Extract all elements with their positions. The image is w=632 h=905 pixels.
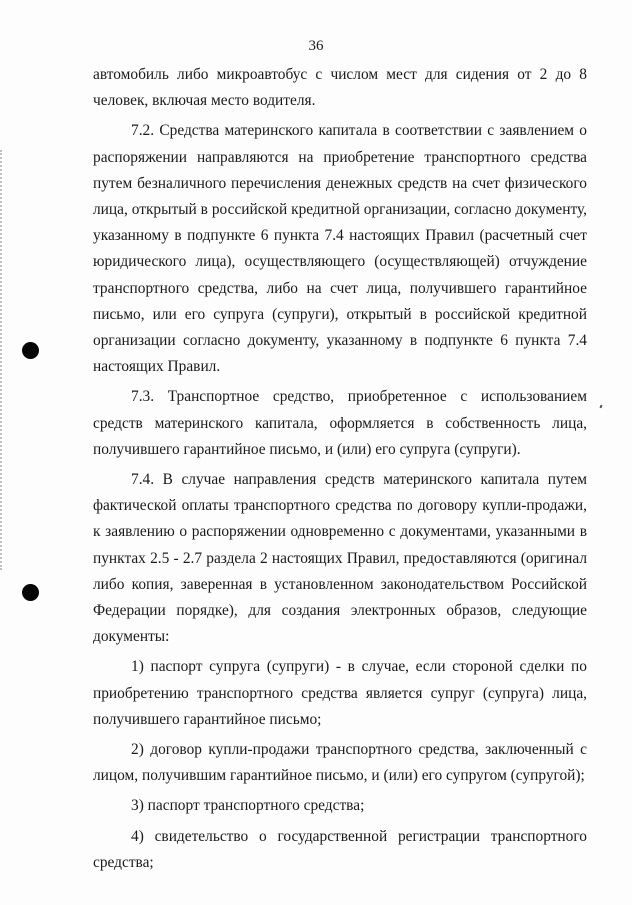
punch-hole-bottom bbox=[22, 584, 39, 601]
list-item-1: 1) паспорт супруга (супруги) - в случае, если стороной сделки по приобретению транспортного средства является супруг (супруга) лица, получившего гарантийное письмо; bbox=[93, 658, 587, 728]
list-item-2: 2) договор купли-продажи транспортного средства, заключенный с лицом, получившим гарантийное письмо, и (или) его супругом (супругой); bbox=[93, 741, 587, 785]
page-number: 36 bbox=[308, 38, 324, 54]
punch-hole-top bbox=[22, 342, 39, 359]
scan-speck bbox=[600, 405, 603, 409]
list-item-3: 3) паспорт транспортного средства; bbox=[131, 797, 365, 815]
paragraph-7-4: 7.4. В случае направления средств материнского капитала путем фактической оплаты транспортного средства по договору купли-продажи, к заявлению о распоряжении одновременно с документами, указанными в пунктах 2.5 - 2.7 раздела 2 настоящих Правил, предоставляются (оригинал либо копия, заверенная в установленном законодательством Российской Федерации порядке), для создания электронных образов, следующие документы: bbox=[93, 471, 587, 646]
list-item-4: 4) свидетельство о государственной регистрации транспортного средства; bbox=[93, 827, 587, 871]
paragraph-7-3: 7.3. Транспортное средство, приобретенное с использованием средств материнского капитала, оформляется в собственность лица, получившего гарантийное письмо, и (или) его супруга (супруги). bbox=[93, 388, 587, 458]
paragraph-7-2: 7.2. Средства материнского капитала в соответствии с заявлением о распоряжении направляются на приобретение транспортного средства путем безналичного перечисления денежных средств на счет физического лица, открытый в российской кредитной организации, согласно документу, указанному в подпункте 6 пункта 7.4 настоящих Правил (расчетный счет юридического лица), осуществляющего (осуществляющей) отчуждение транспортного средства, либо на счет лица, получившего гарантийное письмо, или его супруга (супруги), открытый в российской кредитной организации согласно документу, указанному в подпункте 6 пункта 7.4 настоящих Правил. bbox=[93, 122, 587, 376]
paragraph-continuation: автомобиль либо микроавтобус с числом мест для сидения от 2 до 8 человек, включая место водителя. bbox=[93, 66, 587, 110]
document-body bbox=[93, 62, 587, 876]
scan-edge-artifact bbox=[0, 150, 8, 570]
